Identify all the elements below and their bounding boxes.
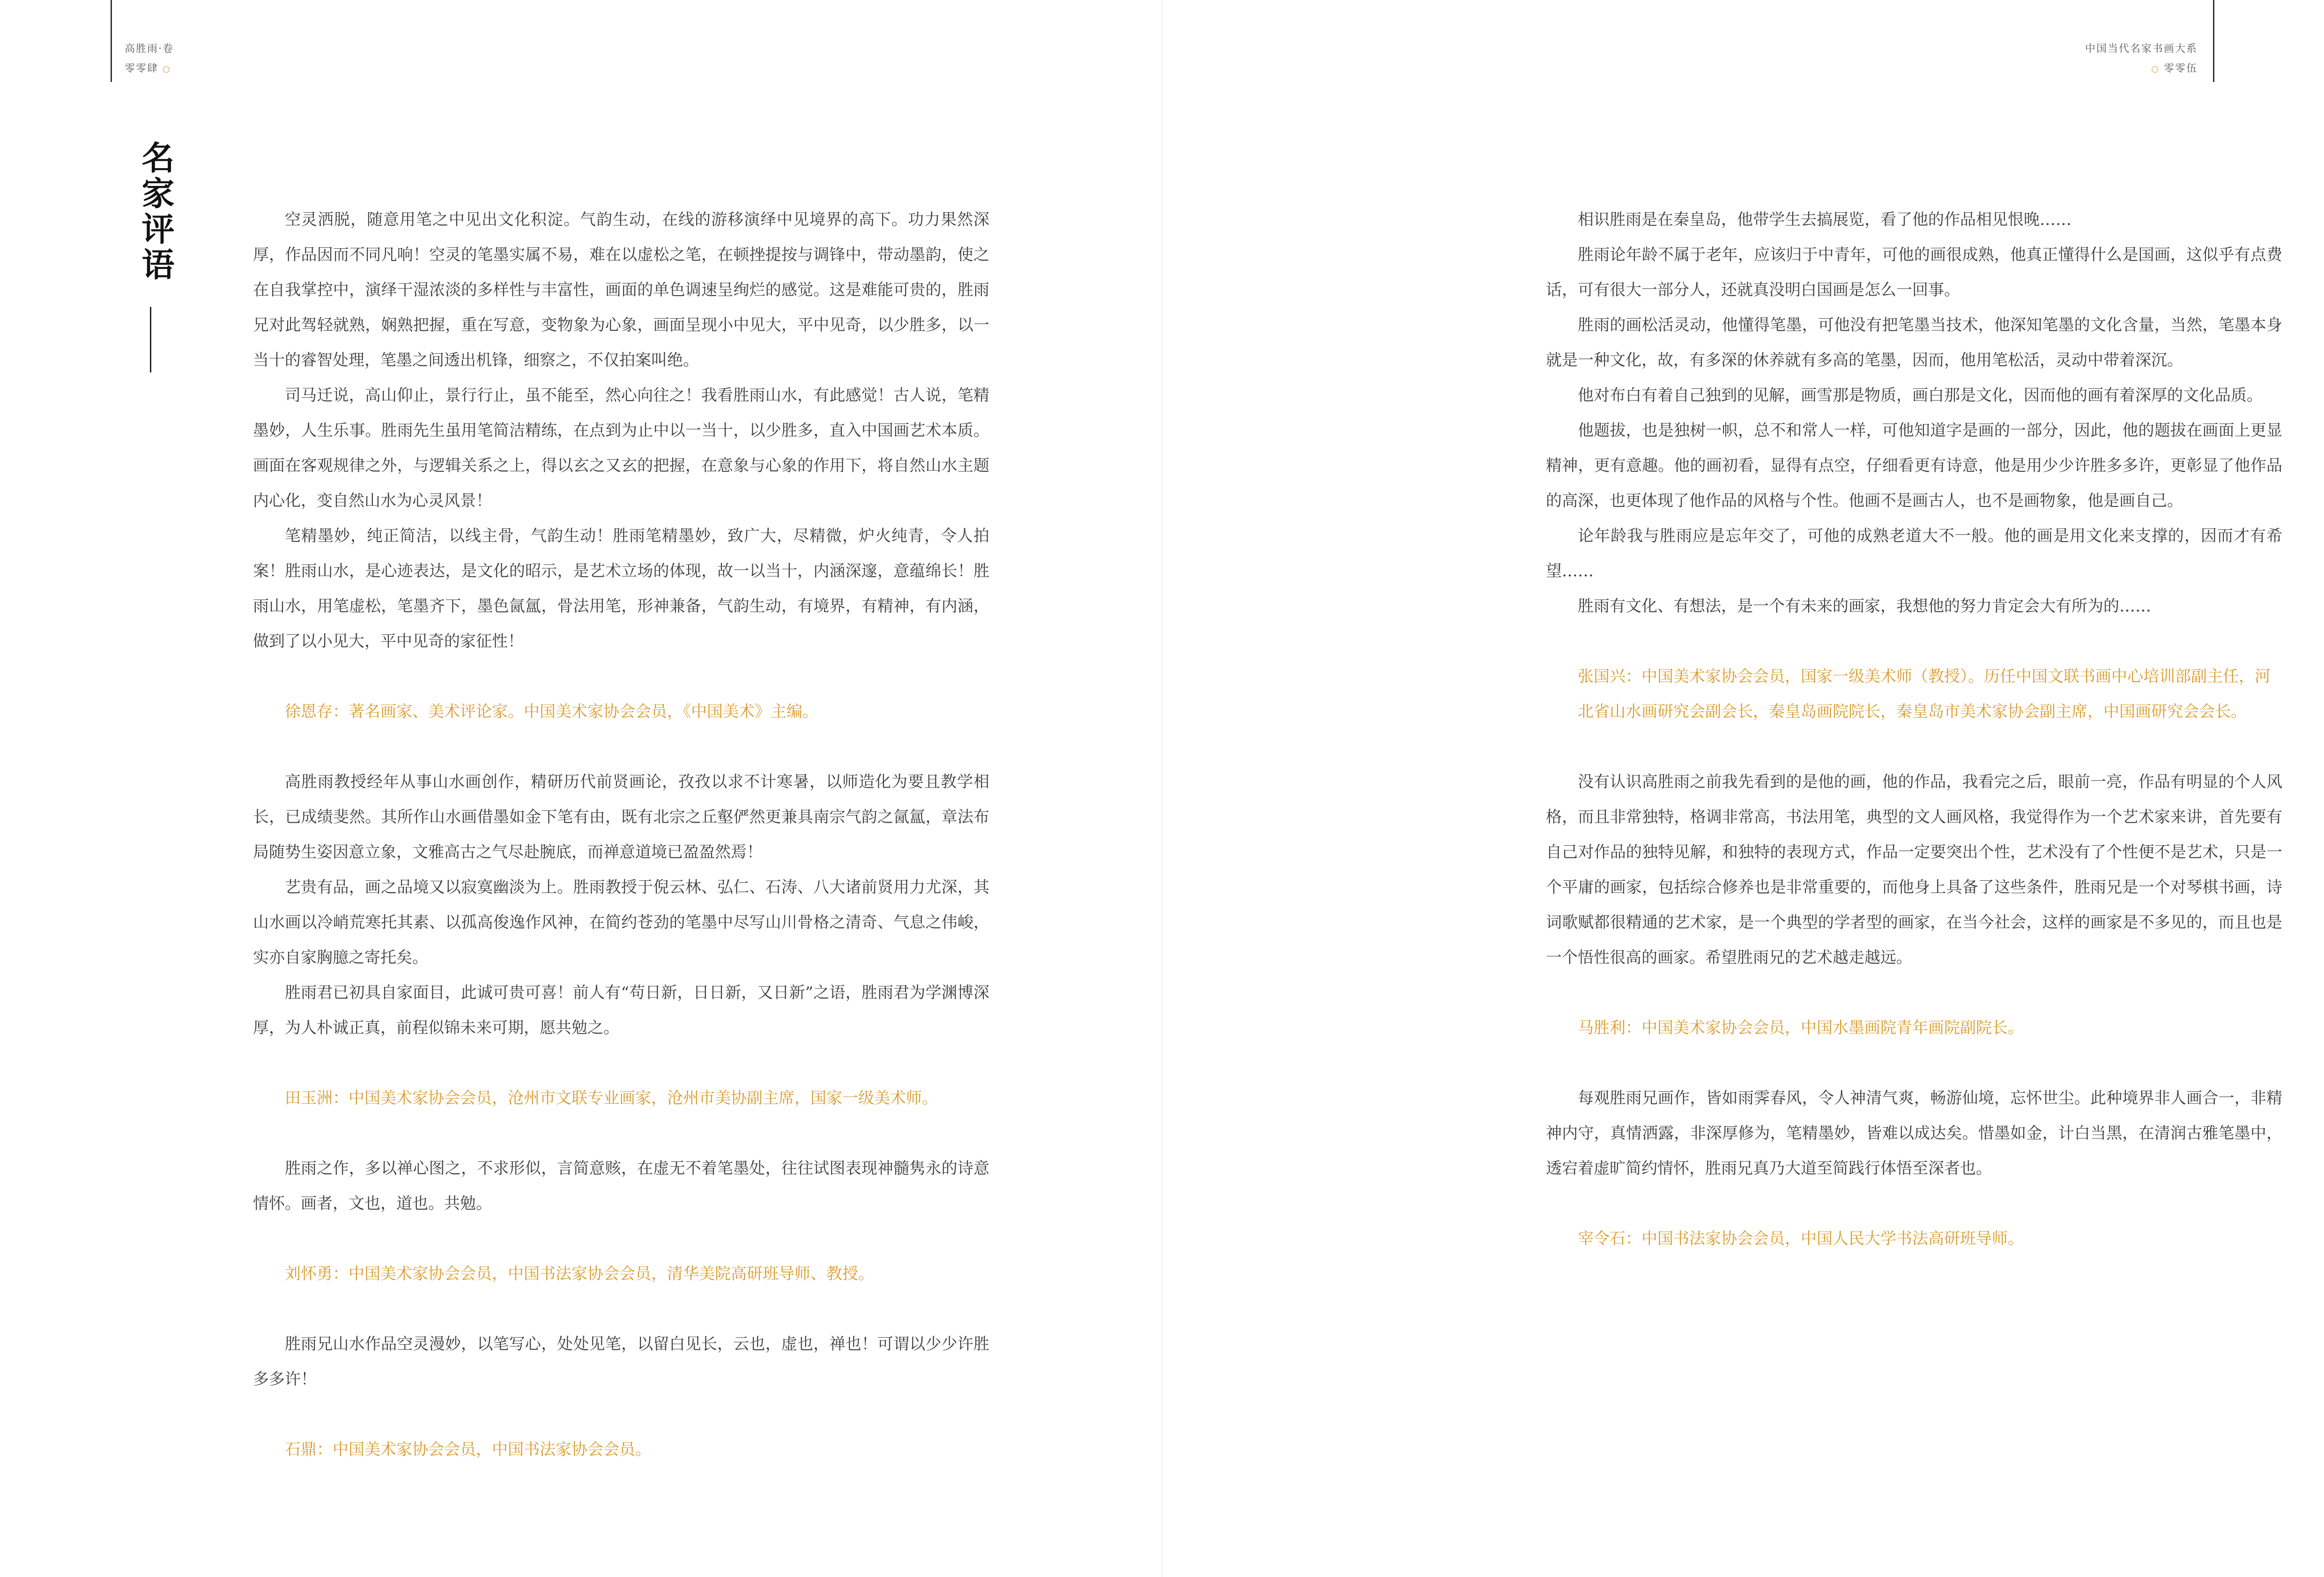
review-paragraph: 艺贵有品，画之品境又以寂寞幽淡为上。胜雨教授于倪云林、弘仁、石涛、八大诸前贤用力尤深，其山水画以冷峭荒寒托其素、以孤高俊逸作风神，在简约苍劲的笔墨中尽写山川骨格之清奇、气息之伟峻，实亦自家胸臆之寄托矣。 <box>253 878 989 967</box>
review-paragraph: 他题拔，也是独树一帜，总不和常人一样，可他知道字是画的一部分，因此，他的题拔在画面上更显精神，更有意趣。他的画初看，显得有点空，仔细看更有诗意，他是用少少许胜多多许，更彰显了他作品的高深，也更体现了他作品的风格与个性。他画不是画古人，也不是画物象，他是画自己。 <box>1546 421 2282 510</box>
review-paragraph: 每观胜雨兄画作，皆如雨霁春风，令人神清气爽，畅游仙境，忘怀世尘。此种境界非人画合一，非精神内守，真情洒露，非深厚修为，笔精墨妙，皆难以成达矣。惜墨如金，计白当黑，在清润古雅笔墨中，透宕着虚旷简约情怀，胜雨兄真乃大道至简践行体悟至深者也。 <box>1546 1089 2282 1178</box>
review-paragraph: 论年龄我与胜雨应是忘年交了，可他的成熟老道大不一般。他的画是用文化来支撑的，因而才有希望…… <box>1546 527 2282 580</box>
reviewer-credit: 宰令石：中国书法家协会会员，中国人民大学书法高研班导师。 <box>1578 1229 2024 1248</box>
left-column <box>253 202 989 1467</box>
review-block <box>253 765 989 1151</box>
review-block <box>1546 202 2282 765</box>
reviewer-credit: 徐恩存：著名画家、美术评论家。中国美术家协会会员，《中国美术》主编。 <box>285 702 818 721</box>
page-number-left-text: 零零肆 <box>125 63 159 74</box>
page-number-right <box>2085 59 2198 79</box>
running-header-left <box>125 39 174 79</box>
review-paragraph: 胜雨论年龄不属于老年，应该归于中青年，可他的画很成熟，他真正懂得什么是国画，这似乎有点费话，可有很大一部分人，还就真没明白国画是怎么一回事。 <box>1546 245 2282 299</box>
reviewer-credit: 田玉洲：中国美术家协会会员，沧州市文联专业画家，沧州市美协副主席，国家一级美术师。 <box>285 1089 938 1108</box>
running-header-left-title: 高胜雨·卷 <box>125 43 174 55</box>
running-header-right-title: 中国当代名家书画大系 <box>2085 43 2198 55</box>
page-number-right-text: 零零伍 <box>2163 63 2198 74</box>
review-block <box>1546 1081 2282 1257</box>
reviewer-credit: 刘怀勇：中国美术家协会会员，中国书法家协会会员，清华美院高研班导师、教授。 <box>285 1265 874 1283</box>
section-title: 名家评语 <box>136 141 175 283</box>
right-column <box>1546 202 2282 1257</box>
header-rule-left <box>111 0 112 82</box>
review-paragraph: 他对布白有着自己独到的见解，画雪那是物质，画白那是文化，因而他的画有着深厚的文化品质。 <box>1578 386 2263 405</box>
review-paragraph: 没有认识高胜雨之前我先看到的是他的画，他的作品，我看完之后，眼前一亮，作品有明显的个人风格，而且非常独特，格调非常高，书法用笔，典型的文人画风格，我觉得作为一个艺术家来讲，首先要有自己对作品的独特见解，和独特的表现方式，作品一定要突出个性，艺术没有了个性便不是艺术，只是一个平庸的画家，包括综合修养也是非常重要的，而他身上具备了这些条件，胜雨兄是一个对琴棋书画，诗词歌赋都很精通的艺术家，是一个典型的学者型的画家，在当今社会，这样的画家是不多见的，而且也是一个悟性很高的画家。希望胜雨兄的艺术越走越远。 <box>1546 773 2282 967</box>
review-block <box>253 202 989 765</box>
review-paragraph: 笔精墨妙，纯正简洁，以线主骨，气韵生动！胜雨笔精墨妙，致广大，尽精微，炉火纯青，令人拍案！胜雨山水，是心迹表达，是文化的昭示，是艺术立场的体现，故一以当十，内涵深邃，意蕴绵长！胜雨山水，用笔虚松，笔墨齐下，墨色氤氲，骨法用笔，形神兼备，气韵生动，有境界，有精神，有内涵，做到了以小见大，平中见奇的家征性！ <box>253 527 989 651</box>
review-paragraph: 胜雨有文化、有想法，是一个有未来的画家，我想他的努力肯定会大有所为的…… <box>1578 597 2151 616</box>
header-rule-right <box>2213 0 2214 82</box>
page-number-left <box>125 59 174 79</box>
review-paragraph: 司马迁说，高山仰止，景行行止，虽不能至，然心向往之！我看胜雨山水，有此感觉！古人说，笔精墨妙，人生乐事。胜雨先生虽用笔简洁精练，在点到为止中以一当十，以少胜多，直入中国画艺术本质。画面在客观规律之外，与逻辑关系之上，得以玄之又玄的把握，在意象与心象的作用下，将自然山水主题内心化，变自然山水为心灵风景！ <box>253 386 989 510</box>
reviewer-credit: 张国兴：中国美术家协会会员，国家一级美术师（教授）。历任中国文联书画中心培训部副主任，河北省山水画研究会副会长，秦皇岛画院院长，秦皇岛市美术家协会副主席，中国画研究会会长。 <box>1578 667 2271 721</box>
review-block <box>1546 765 2282 1081</box>
reviewer-credit: 石鼎：中国美术家协会会员，中国书法家协会会员。 <box>285 1440 651 1459</box>
section-title-rule <box>150 307 151 372</box>
review-paragraph: 高胜雨教授经年从事山水画创作，精研历代前贤画论，孜孜以求不计寒暑，以师造化为要且教学相长，已成绩斐然。其所作山水画借墨如金下笔有由，既有北宗之丘壑俨然更兼具南宗气韵之氤氲，章法布局随势生姿因意立象，文雅高古之气尽赴腕底，而禅意道境已盈盈然焉！ <box>253 773 989 862</box>
review-paragraph: 胜雨之作，多以禅心图之，不求形似，言简意赅，在虚无不着笔墨处，往往试图表现神髓隽永的诗意情怀。画者，文也，道也。共勉。 <box>253 1159 989 1213</box>
review-paragraph: 相识胜雨是在秦皇岛，他带学生去搞展览，看了他的作品相见恨晚…… <box>1578 210 2072 229</box>
running-header-right <box>2085 39 2198 79</box>
right-page <box>1162 0 2324 1577</box>
review-block <box>253 1151 989 1327</box>
review-paragraph: 胜雨兄山水作品空灵漫妙，以笔写心，处处见笔，以留白见长，云也，虚也，禅也！可谓以少少许胜多多许！ <box>253 1335 989 1389</box>
review-block <box>253 1327 989 1467</box>
reviewer-credit: 马胜利：中国美术家协会会员，中国水墨画院青年画院副院长。 <box>1578 1019 2024 1037</box>
review-paragraph: 胜雨君已初具自家面目，此诚可贵可喜！前人有“苟日新，日日新，又日新”之语，胜雨君为学渊博深厚，为人朴诚正真，前程似锦未来可期，愿共勉之。 <box>253 983 989 1037</box>
ornament-dot-icon: ○ <box>163 64 171 74</box>
review-paragraph: 胜雨的画松活灵动，他懂得笔墨，可他没有把笔墨当技术，他深知笔墨的文化含量，当然，笔墨本身就是一种文化，故，有多深的休养就有多高的笔墨，因而，他用笔松活，灵动中带着深沉。 <box>1546 316 2282 370</box>
ornament-dot-icon: ○ <box>2151 64 2160 74</box>
review-paragraph: 空灵洒脱，随意用笔之中见出文化积淀。气韵生动，在线的游移演绎中见境界的高下。功力果然深厚，作品因而不同凡响！空灵的笔墨实属不易，难在以虚松之笔，在顿挫提按与调锋中，带动墨韵，使之在自我掌控中，演绎干湿浓淡的多样性与丰富性，画面的单色调速呈绚烂的感觉。这是难能可贵的，胜雨兄对此驾轻就熟，娴熟把握，重在写意，变物象为心象，画面呈现小中见大，平中见奇，以少胜多，以一当十的睿智处理，笔墨之间透出机锋，细察之，不仅拍案叫绝。 <box>253 210 989 370</box>
